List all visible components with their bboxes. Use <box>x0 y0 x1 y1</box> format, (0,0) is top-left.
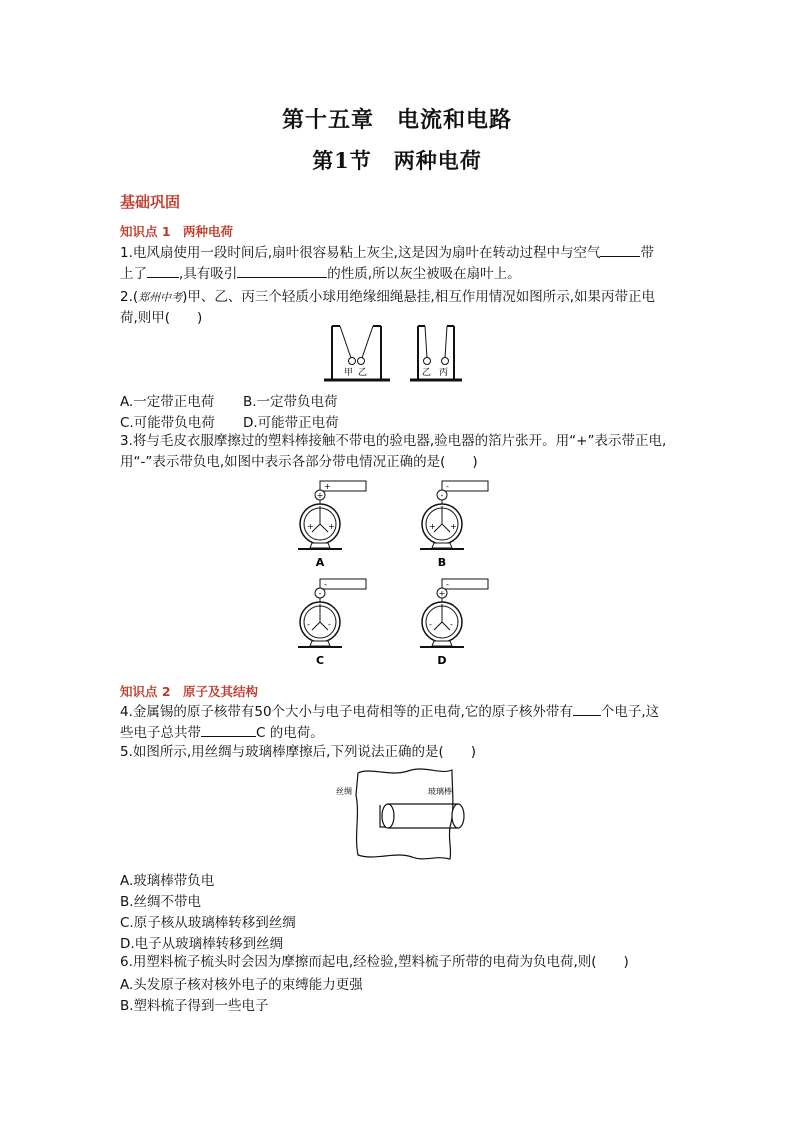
ball-label-yi: 乙 <box>358 368 368 378</box>
option-label: C <box>315 654 325 667</box>
question-1-line-1 <box>120 241 654 264</box>
q5-option-c[interactable]: C.原子核从玻璃棒转移到丝绸 <box>120 915 296 931</box>
q1-text-a: 1.电风扇使用一段时间后,扇叶很容易粘上灰尘,这是因为扇叶在转动过程中与空气 <box>120 245 601 261</box>
question-2-line-1 <box>120 287 655 308</box>
question-1-line-2 <box>120 262 521 285</box>
knob-charge-sign: + <box>316 491 324 500</box>
charged-rod <box>442 579 488 589</box>
silk-label: 丝绸 <box>336 787 352 796</box>
q4-text-a: 4.金属锡的原子核带有50个大小与电子电荷相等的正电荷,它的原子核外带有 <box>120 704 573 720</box>
q1-text-d: ,具有吸引 <box>179 266 238 282</box>
question-3-line-2: 用“-”表示带负电,如图中表示各部分带电情况正确的是( ) <box>120 454 478 470</box>
left-leaf-sign: + <box>307 522 314 531</box>
section-header: 基础巩固 <box>120 193 181 211</box>
rod-charge-sign: + <box>324 482 331 491</box>
q3-figure <box>290 476 490 671</box>
knob-charge-sign: - <box>318 589 322 598</box>
q2-text-b: )甲、乙、丙三个轻质小球用绝缘细绳悬挂,相互作用情况如图所示,如果丙带正电 <box>182 289 656 305</box>
q5-figure <box>330 765 470 865</box>
q4-text-d: C 的电荷。 <box>256 725 324 741</box>
q6-option-b[interactable]: B.塑料梳子得到一些电子 <box>120 998 269 1014</box>
electroscope-C <box>298 579 366 667</box>
option-label: D <box>437 654 447 667</box>
q2-figure <box>320 320 470 386</box>
q1-text-c: 上了 <box>120 266 147 282</box>
knowledge-point-1: 知识点 1 两种电荷 <box>120 224 234 239</box>
charged-rod <box>442 481 488 491</box>
q2-option-a[interactable]: A.一定带正电荷 <box>120 394 215 410</box>
left-leaf-sign: + <box>429 522 436 531</box>
q5-option-a[interactable]: A.玻璃棒带负电 <box>120 873 215 889</box>
knowledge-point-2: 知识点 2 原子及其结构 <box>120 684 259 699</box>
q1-blank-1[interactable] <box>600 241 640 257</box>
electroscope-D <box>420 579 488 667</box>
option-label: B <box>437 556 447 569</box>
right-leaf-sign: + <box>328 522 335 531</box>
section-title: 第1节 两种电荷 <box>312 148 482 173</box>
rod-charge-sign: - <box>324 580 327 589</box>
q4-text-c: 些电子总共带 <box>120 725 201 741</box>
electroscope-A <box>298 481 366 569</box>
ball-label-yi-2: 乙 <box>422 368 432 378</box>
left-leaf-sign: - <box>307 620 310 629</box>
q5-option-b[interactable]: B.丝绸不带电 <box>120 894 202 910</box>
option-label: A <box>315 556 325 569</box>
q2-source: 郑州中考 <box>138 291 183 304</box>
rod-charge-sign: - <box>446 580 449 589</box>
knob-charge-sign: - <box>440 491 444 500</box>
chapter-title: 第十五章 电流和电路 <box>281 107 512 133</box>
q2-option-b[interactable]: B.一定带负电荷 <box>243 394 338 410</box>
ball-label-jia: 甲 <box>344 368 354 378</box>
charged-rod <box>320 579 366 589</box>
electroscope-B <box>420 481 488 569</box>
q2-option-c[interactable]: C.可能带负电荷 <box>120 415 215 431</box>
question-3-line-1: 3.将与毛皮衣服摩擦过的塑料棒接触不带电的验电器,验电器的箔片张开。用“+”表示带正电, <box>120 433 667 449</box>
question-6-text: 6.用塑料梳子梳头时会因为摩擦而起电,经检验,塑料梳子所带的电荷为负电荷,则( ) <box>120 954 629 970</box>
q1-blank-3[interactable] <box>237 262 327 278</box>
q5-option-d[interactable]: D.电子从玻璃棒转移到丝绸 <box>120 936 284 952</box>
question-2-line-2: 荷,则甲( ) <box>120 310 203 326</box>
knob-charge-sign: + <box>438 589 446 598</box>
q4-blank-2[interactable] <box>201 721 256 737</box>
glass-rod-label: 玻璃棒 <box>428 787 452 796</box>
right-leaf-sign: + <box>450 522 457 531</box>
q6-option-a[interactable]: A.头发原子核对核外电子的束缚能力更强 <box>120 977 363 993</box>
rod-charge-sign: - <box>446 482 449 491</box>
q1-text-e: 的性质,所以灰尘被吸在扇叶上。 <box>327 266 521 282</box>
question-5-text: 5.如图所示,用丝绸与玻璃棒摩擦后,下列说法正确的是( ) <box>120 744 476 760</box>
q4-text-b: 个电子,这 <box>600 704 660 720</box>
q4-blank-1[interactable] <box>573 700 601 716</box>
question-4-line-1 <box>120 700 659 723</box>
q1-text-b: 带 <box>640 245 654 261</box>
ball-label-bing: 丙 <box>439 368 449 378</box>
q2-text-a: 2.( <box>120 289 139 305</box>
right-leaf-sign: - <box>450 620 453 629</box>
q1-blank-2[interactable] <box>147 262 179 278</box>
question-4-line-2 <box>120 721 324 744</box>
left-leaf-sign: - <box>429 620 432 629</box>
q2-option-d[interactable]: D.可能带正电荷 <box>243 415 339 431</box>
right-leaf-sign: - <box>328 620 331 629</box>
